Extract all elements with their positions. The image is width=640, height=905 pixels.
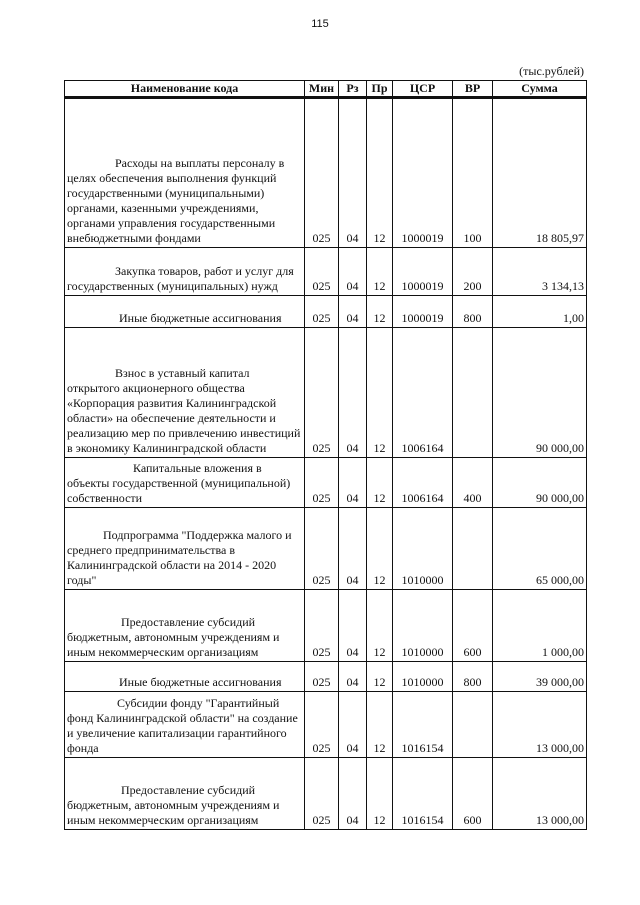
table-row	[65, 98, 587, 248]
row-pr: 12	[367, 248, 393, 296]
row-rz: 04	[339, 458, 367, 508]
row-rz: 04	[339, 508, 367, 590]
row-name: Иные бюджетные ассигнования	[65, 662, 305, 692]
row-csr: 1010000	[393, 590, 453, 662]
row-rz: 04	[339, 662, 367, 692]
row-vr: 100	[453, 98, 493, 248]
row-rz: 04	[339, 758, 367, 830]
row-csr: 1016154	[393, 758, 453, 830]
table-row	[65, 328, 587, 458]
row-pr: 12	[367, 692, 393, 758]
row-min: 025	[305, 692, 339, 758]
row-vr: 600	[453, 758, 493, 830]
header-pr: Пр	[367, 81, 393, 98]
row-vr: 400	[453, 458, 493, 508]
row-csr: 1006164	[393, 328, 453, 458]
row-vr	[453, 692, 493, 758]
table-row	[65, 248, 587, 296]
header-name: Наименование кода	[65, 81, 305, 98]
row-pr: 12	[367, 508, 393, 590]
row-sum: 90 000,00	[493, 458, 587, 508]
row-rz: 04	[339, 590, 367, 662]
row-sum: 90 000,00	[493, 328, 587, 458]
table-row	[65, 458, 587, 508]
table-header-row	[65, 81, 587, 98]
row-sum: 18 805,97	[493, 98, 587, 248]
row-name: Взнос в уставный капитал открытого акционерного общества «Корпорация развития Калининградской области» на обеспечение деятельности и реализацию мер по привлечению инвестиций в экономику Калининградской области	[65, 328, 305, 458]
page-number: 115	[311, 18, 329, 30]
row-min: 025	[305, 458, 339, 508]
row-csr: 1000019	[393, 98, 453, 248]
row-rz: 04	[339, 248, 367, 296]
row-rz: 04	[339, 296, 367, 328]
row-pr: 12	[367, 296, 393, 328]
row-min: 025	[305, 662, 339, 692]
row-sum: 65 000,00	[493, 508, 587, 590]
row-pr: 12	[367, 458, 393, 508]
row-vr: 800	[453, 662, 493, 692]
table-row	[65, 296, 587, 328]
table-row	[65, 662, 587, 692]
row-csr: 1000019	[393, 248, 453, 296]
row-pr: 12	[367, 662, 393, 692]
row-name: Иные бюджетные ассигнования	[65, 296, 305, 328]
row-csr: 1010000	[393, 508, 453, 590]
row-name: Предоставление субсидий бюджетным, автономным учреждениям и иным некоммерческим организациям	[65, 758, 305, 830]
row-csr: 1010000	[393, 662, 453, 692]
row-vr	[453, 328, 493, 458]
header-rz: Рз	[339, 81, 367, 98]
table-row	[65, 692, 587, 758]
row-rz: 04	[339, 692, 367, 758]
row-sum: 3 134,13	[493, 248, 587, 296]
row-sum: 1,00	[493, 296, 587, 328]
row-name: Закупка товаров, работ и услуг для государственных (муниципальных) нужд	[65, 248, 305, 296]
budget-table	[64, 80, 587, 830]
header-vr: ВР	[453, 81, 493, 98]
row-rz: 04	[339, 328, 367, 458]
units-label: (тыс.рублей)	[519, 64, 584, 78]
row-min: 025	[305, 98, 339, 248]
row-vr: 800	[453, 296, 493, 328]
header-min: Мин	[305, 81, 339, 98]
row-rz: 04	[339, 98, 367, 248]
row-pr: 12	[367, 98, 393, 248]
row-sum: 13 000,00	[493, 692, 587, 758]
row-min: 025	[305, 248, 339, 296]
table-row	[65, 590, 587, 662]
row-min: 025	[305, 508, 339, 590]
row-min: 025	[305, 296, 339, 328]
row-name: Капитальные вложения в объекты государственной (муниципальной) собственности	[65, 458, 305, 508]
header-sum: Сумма	[493, 81, 587, 98]
row-sum: 13 000,00	[493, 758, 587, 830]
row-name: Расходы на выплаты персоналу в целях обеспечения выполнения функций государственными (муниципальными) органами, казенными учреждениями, органами управления государственными внебюджетными фондами	[65, 98, 305, 248]
row-pr: 12	[367, 328, 393, 458]
row-sum: 1 000,00	[493, 590, 587, 662]
row-pr: 12	[367, 590, 393, 662]
row-pr: 12	[367, 758, 393, 830]
row-vr: 600	[453, 590, 493, 662]
row-csr: 1006164	[393, 458, 453, 508]
table-row	[65, 758, 587, 830]
row-name: Подпрограмма "Поддержка малого и среднего предпринимательства в Калининградской области на 2014 - 2020 годы"	[65, 508, 305, 590]
row-min: 025	[305, 590, 339, 662]
row-name: Субсидии фонду "Гарантийный фонд Калининградской области" на создание и увеличение капитализации гарантийного фонда	[65, 692, 305, 758]
header-csr: ЦСР	[393, 81, 453, 98]
row-vr: 200	[453, 248, 493, 296]
row-csr: 1016154	[393, 692, 453, 758]
row-csr: 1000019	[393, 296, 453, 328]
row-vr	[453, 508, 493, 590]
table-row	[65, 508, 587, 590]
row-sum: 39 000,00	[493, 662, 587, 692]
row-min: 025	[305, 328, 339, 458]
row-min: 025	[305, 758, 339, 830]
row-name: Предоставление субсидий бюджетным, автономным учреждениям и иным некоммерческим организациям	[65, 590, 305, 662]
